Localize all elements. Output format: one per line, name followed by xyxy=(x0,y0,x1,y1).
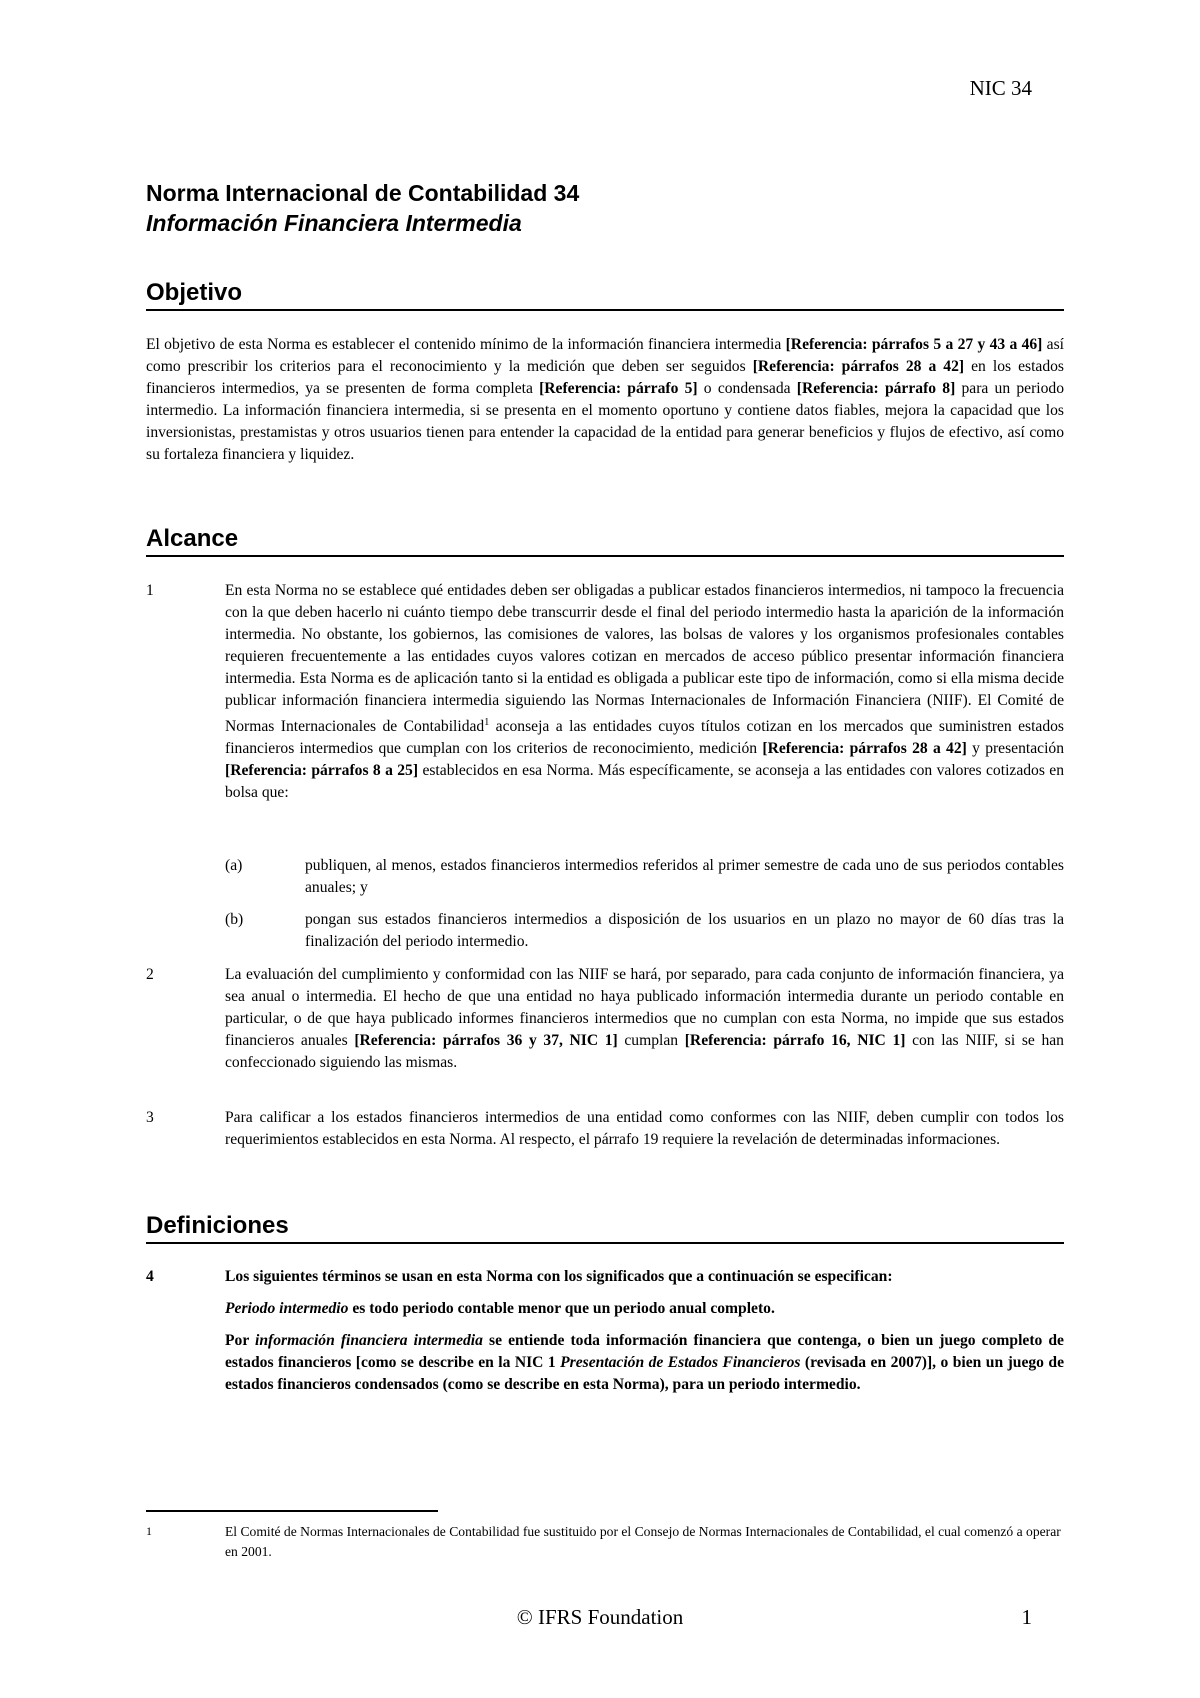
alcance-paragraph-1 xyxy=(225,580,1064,804)
para1-reference-2: [Referencia: párrafos 8 a 25] xyxy=(225,762,419,780)
definition-informacion-financiera-intermedia xyxy=(225,1330,1064,1396)
para2-text-1: La evaluación del cumplimiento y conformidad con las NIIF se hará, por separado, para cada conjunto de información financiera, ya sea anual o intermedia. El hecho de que una entidad no haya publicado información intermedia durante un periodo contable en particular, o de que haya publicado informes financieros intermedios que no cumplan con esta Norma, no impide que sus estados financieros anuales xyxy=(225,966,1064,1049)
para1-text-2: aconseja a las entidades cuyos títulos cotizan en los mercados que suministren estados financieros intermedios que cumplan con los criterios de reconocimiento, medición xyxy=(225,718,1064,758)
objetivo-text-2: así como prescribir los criterios para el reconocimiento y la medición que deben ser seguidos xyxy=(146,336,1064,375)
objetivo-reference-1: [Referencia: párrafos 5 a 27 y 43 a 46] xyxy=(785,336,1043,353)
footnote-marker: 1 xyxy=(484,717,490,728)
definition-text-2-pre: Por xyxy=(225,1332,256,1349)
para2-text-3: con las NIIF, si se han confeccionado siguiendo las mismas. xyxy=(225,1032,1064,1071)
alcance-paragraph-2 xyxy=(225,964,1064,1074)
definition-periodo-intermedio xyxy=(225,1298,1064,1320)
footnote-separator xyxy=(146,1510,438,1512)
definiciones-intro: Los siguientes términos se usan en esta Norma con los significados que a continuación se especifican: xyxy=(225,1268,893,1285)
objetivo-reference-2: [Referencia: párrafos 28 a 42] xyxy=(752,358,965,375)
footer-page-number: 1 xyxy=(1021,1605,1032,1629)
para1-text-1: En esta Norma no se establece qué entidades deben ser obligadas a publicar estados financieros intermedios, ni tampoco la frecuencia con la que deben hacerlo ni cuánto tiempo debe transcurrir desde el final del periodo intermedio hasta la aparición de la información intermedia. No obstante, los gobiernos, las comisiones de valores, las bolsas de valores y los organismos profesionales contables requieren frecuentemente a las entidades cuyos valores cotizan en mercados de acceso público presentar información financiera intermedia. Esta Norma es de aplicación tanto si la entidad es obligada a publicar este tipo de información, como si ella misma decide publicar información financiera intermedia siguiendo las Normas Internacionales de Información Financiera (NIIF). El Comité de Normas Internacionales de Contabilidad xyxy=(225,582,1064,736)
defined-term-periodo-intermedio: Periodo intermedio xyxy=(225,1300,349,1317)
footnote-number: 1 xyxy=(146,1524,152,1538)
list-item-label-a: (a) xyxy=(225,857,243,874)
objetivo-reference-3: [Referencia: párrafo 5] xyxy=(539,380,698,397)
para2-text-2: cumplan xyxy=(617,1032,685,1049)
document-subtitle: Información Financiera Intermedia xyxy=(146,210,522,236)
nic1-title-italic: Presentación de Estados Financieros xyxy=(560,1354,801,1371)
paragraph-number-3: 3 xyxy=(146,1109,154,1126)
section-heading-alcance: Alcance xyxy=(146,524,1064,557)
footer-copyright: © IFRS Foundation xyxy=(516,1605,684,1629)
alcance-paragraph-3: Para calificar a los estados financieros intermedios de una entidad como conformes con las NIIF, deben cumplir con todos los requerimientos establecidos en esta Norma. Al respecto, el párrafo 19 requiere la revelación de determinadas informaciones. xyxy=(225,1109,1064,1148)
para1-text-3: y presentación xyxy=(966,740,1064,758)
objetivo-text-1: El objetivo de esta Norma es establecer el contenido mínimo de la información financiera intermedia xyxy=(146,336,786,353)
defined-term-informacion-financiera-intermedia: información financiera intermedia xyxy=(255,1332,483,1349)
paragraph-number-1: 1 xyxy=(146,582,154,599)
paragraph-number-4: 4 xyxy=(146,1268,154,1285)
running-head: NIC 34 xyxy=(969,76,1032,100)
objetivo-text-4: o condensada xyxy=(697,380,797,397)
definition-text-2a: se entiende toda información financiera que contenga, o bien un juego completo de estados financieros [como se describe en la NIC 1 xyxy=(225,1332,1064,1371)
document-title: Norma Internacional de Contabilidad 34 xyxy=(146,180,580,206)
section-heading-definiciones: Definiciones xyxy=(146,1211,1064,1244)
para2-reference-2: [Referencia: párrafo 16, NIC 1] xyxy=(684,1032,906,1049)
objetivo-text-3: en los estados financieros intermedios, ya se presenten de forma completa xyxy=(146,358,1065,397)
title-block xyxy=(146,178,1064,238)
list-item-text-a: publiquen, al menos, estados financieros intermedios referidos al primer semestre de cada uno de sus periodos contables anuales; y xyxy=(305,857,1064,896)
definition-text-1: es todo periodo contable menor que un periodo anual completo. xyxy=(348,1300,775,1317)
objetivo-text-5: para un periodo intermedio. La información financiera intermedia, si se presenta en el momento oportuno y contiene datos fiables, mejora la capacidad que los inversionistas, prestamistas y otros usuarios tienen para entender la capacidad de la entidad para generar beneficios y flujos de efectivo, así como su fortaleza financiera y liquidez. xyxy=(146,380,1064,463)
para1-text-4: establecidos en esa Norma. Más específicamente, se aconseja a las entidades con valores cotizados en bolsa que: xyxy=(225,762,1065,802)
list-item-text-b: pongan sus estados financieros intermedios a disposición de los usuarios en un plazo no mayor de 60 días tras la finalización del periodo intermedio. xyxy=(305,911,1064,950)
paragraph-number-2: 2 xyxy=(146,966,154,983)
footnote-text: El Comité de Normas Internacionales de Contabilidad fue sustituido por el Consejo de Normas Internacionales de Contabilidad, el cual comenzó a operar en 2001. xyxy=(225,1524,1061,1559)
para2-reference-1: [Referencia: párrafos 36 y 37, NIC 1] xyxy=(354,1032,618,1049)
objetivo-paragraph xyxy=(146,334,1064,466)
para1-reference-1: [Referencia: párrafos 28 a 42] xyxy=(762,740,967,758)
definition-text-2b: (revisada en 2007)], o bien un juego de estados financieros condensados (como se describe en esta Norma), para un periodo intermedio. xyxy=(225,1354,1064,1393)
section-heading-objetivo: Objetivo xyxy=(146,278,1064,311)
objetivo-reference-4: [Referencia: párrafo 8] xyxy=(796,380,956,397)
list-item-label-b: (b) xyxy=(225,911,244,928)
